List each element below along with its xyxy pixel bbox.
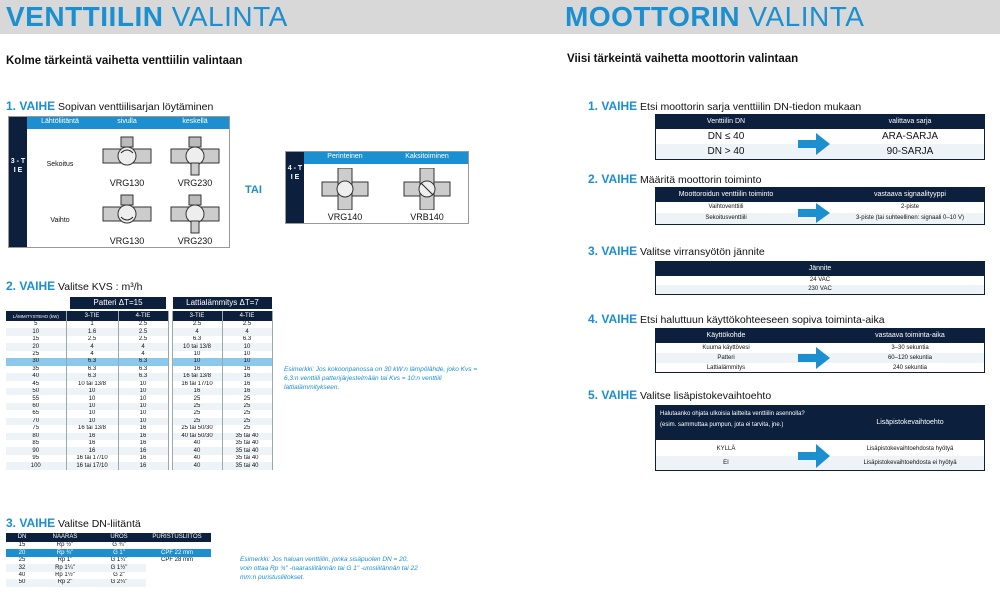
kvs-cell: 40 — [172, 440, 222, 447]
kvs-cell: 16 — [118, 425, 168, 432]
kvs-cell: 40 — [172, 462, 222, 469]
kvs-cell: 10 — [118, 388, 168, 395]
kvs-cell: 85 — [6, 440, 66, 447]
kvs-cell: 40 — [172, 455, 222, 462]
dn-example-note: Esimerkki: Jos haluan venttiilin, jonka sisäpuolen DN = 20, voin ottaa Rp ¾" -naarasliitännän tai G 1" -urosliitännän tai 22 mm:n puristusliitokset. — [240, 556, 418, 581]
valve-label: VRG230 — [177, 236, 213, 246]
kvs-header-4tie: 4-TIE — [222, 311, 272, 321]
kvs-cell: 25 — [172, 395, 222, 402]
kvs-cell: 30 — [6, 358, 66, 365]
valve-vrb140-icon — [402, 168, 452, 210]
kvs-cell: 45 — [6, 381, 66, 388]
valve-label: VRG230 — [177, 178, 213, 188]
kvs-row — [6, 433, 272, 440]
compression-cell — [143, 542, 211, 549]
runtime-header: vastaava toiminta-aika — [875, 332, 945, 339]
kvs-row — [6, 403, 272, 410]
kvs-cell: 16 tai 17/10 — [66, 455, 118, 462]
kvs-row — [6, 343, 272, 350]
kvs-cell: 35 — [6, 366, 66, 373]
kvs-cell: 20 — [6, 343, 66, 350]
kvs-cell: 25 — [222, 425, 272, 432]
kvs-cell: 100 — [6, 462, 66, 469]
kvs-header-3tie: 3-TIE — [66, 311, 118, 321]
kvs-cell: 40 — [6, 373, 66, 380]
function-cell: Vaihtoventtiili — [708, 204, 744, 210]
kvs-row — [6, 358, 272, 365]
dn-header-female: NAARAS — [52, 534, 78, 540]
tie3-side-label: 3 - T I E — [9, 117, 27, 247]
plug-option-cell: Lisäpistokevaihtoehdosta hyötyä — [866, 446, 954, 452]
kvs-cell: 25 — [172, 418, 222, 425]
kvs-cell: 2.5 — [118, 336, 168, 343]
kvs-cell: 4 — [118, 351, 168, 358]
left-step3-heading: 3. VAIHE Valitse DN-liitäntä — [6, 516, 141, 530]
kvs-cell: 10 — [222, 351, 272, 358]
kvs-cell: 10 — [66, 410, 118, 417]
kvs-header-power: LÄMMITYSTEHO (kW) — [6, 311, 66, 321]
kvs-cell: 6.3 — [222, 336, 272, 343]
kvs-cell: 6.3 — [118, 366, 168, 373]
kvs-cell: 10 — [118, 410, 168, 417]
function-header: Moottoroidun venttiilin toiminto — [678, 191, 774, 198]
kvs-cell: 50 — [6, 388, 66, 395]
kvs-cell: 25 — [222, 395, 272, 402]
function-cell: Sekoitusventtiili — [705, 215, 747, 221]
kvs-cell: 4 — [66, 343, 118, 350]
kvs-cell: 10 — [172, 351, 222, 358]
kvs-cell: 16 — [118, 447, 168, 454]
kvs-cell: 16 — [66, 440, 118, 447]
kvs-row — [6, 328, 272, 335]
kvs-cell: 10 — [172, 358, 222, 365]
plug-answer-cell: KYLLÄ — [716, 446, 736, 452]
kvs-cell: 10 — [222, 343, 272, 350]
application-cell: Patteri — [717, 355, 735, 361]
right-step5-heading: 5. VAIHE Valitse lisäpistokevaihtoehto — [588, 388, 772, 402]
dn-cell: Rp 2" — [57, 579, 73, 586]
dn-cell: G 1¼" — [110, 557, 128, 564]
dn-table — [6, 533, 146, 587]
dn-row — [6, 579, 146, 586]
dn-row — [6, 564, 146, 571]
valve-label: VRG130 — [109, 236, 145, 246]
dn-cell: 32 — [18, 564, 26, 571]
arrow-right-icon — [796, 345, 832, 371]
series-cell: DN > 40 — [707, 146, 745, 157]
kvs-cell: 25 tai 50/30 — [172, 425, 222, 432]
kvs-cell: 35 tai 40 — [222, 447, 272, 454]
compression-cell — [143, 564, 211, 571]
kvs-row — [6, 388, 272, 395]
tie4-header-traditional: Perinteinen — [304, 152, 386, 164]
series-cell: ARA-SARJA — [881, 131, 939, 142]
kvs-cell: 40 tai 50/30 — [172, 433, 222, 440]
dn-cell: Rp 1" — [57, 557, 73, 564]
kvs-cell: 10 — [66, 395, 118, 402]
kvs-cell: 6.3 — [66, 366, 118, 373]
kvs-cell: 35 tai 40 — [222, 440, 272, 447]
kvs-cell: 25 — [172, 410, 222, 417]
dn-cell: 40 — [18, 571, 26, 578]
kvs-row — [6, 455, 272, 462]
left-step2-heading: 2. VAIHE Valitse KVS : m³/h — [6, 279, 143, 293]
plug-question-detail: (esim. sammuttaa pumpun, jota ei tarvita, jne.) — [660, 422, 784, 428]
tie3-box — [8, 116, 230, 248]
kvs-cell: 10 — [222, 358, 272, 365]
kvs-cell: 6.3 — [172, 336, 222, 343]
dn-header-male: UROS — [110, 534, 128, 540]
dn-cell: 25 — [18, 557, 26, 564]
kvs-cell: 25 — [6, 351, 66, 358]
dn-cell: Rp ½" — [56, 542, 74, 549]
dn-cell: 15 — [18, 542, 26, 549]
plug-option-cell: Lisäpistokevaihtoehdosta ei hyötyä — [863, 460, 957, 466]
kvs-cell: 16 — [66, 433, 118, 440]
kvs-cell: 70 — [6, 418, 66, 425]
kvs-cell: 16 tai 13/8 — [172, 373, 222, 380]
kvs-cell: 90 — [6, 447, 66, 454]
kvs-row — [6, 351, 272, 358]
compression-row — [143, 557, 211, 564]
kvs-cell: 16 — [118, 455, 168, 462]
kvs-cell: 10 — [118, 418, 168, 425]
arrow-right-icon — [796, 131, 832, 157]
kvs-cell: 25 — [222, 410, 272, 417]
series-cell: 90-SARJA — [886, 146, 934, 157]
plug-option-table — [655, 405, 985, 471]
kvs-group-patteri: Patteri ΔT=15 — [70, 297, 166, 309]
kvs-cell: 5 — [6, 321, 66, 328]
right-title: MOOTTORIN VALINTA — [565, 1, 865, 32]
kvs-cell: 55 — [6, 395, 66, 402]
right-subtitle: Viisi tärkeintä vaihetta moottorin valintaan — [567, 53, 799, 65]
left-subtitle: Kolme tärkeintä vaihetta venttiilin valintaan — [6, 55, 243, 67]
runtime-cell: 60–120 sekuntia — [887, 355, 933, 361]
kvs-header-4tie: 4-TIE — [118, 311, 168, 321]
kvs-cell: 16 tai 13/8 — [66, 425, 118, 432]
kvs-row — [6, 447, 272, 454]
kvs-cell: 16 tai 17/10 — [172, 381, 222, 388]
compression-row — [143, 549, 211, 556]
dn-cell: 20 — [18, 549, 26, 556]
dn-row — [6, 549, 146, 556]
kvs-cell: 2.5 — [172, 321, 222, 328]
dn-header-dn: DN — [17, 534, 27, 540]
kvs-row — [6, 425, 272, 432]
kvs-row — [6, 462, 272, 469]
kvs-row — [6, 418, 272, 425]
kvs-cell: 16 — [118, 462, 168, 469]
tie4-header-dual: Kaksitoiminen — [386, 152, 468, 164]
runtime-table — [655, 328, 985, 373]
kvs-cell: 2.5 — [66, 336, 118, 343]
left-title: VENTTIILIN VALINTA — [6, 1, 288, 32]
series-header-dn: Venttiilin DN — [706, 118, 746, 125]
plug-question: Halutaanko ohjata ulkoisia laitteita venttiilin asennolla? — [660, 411, 805, 417]
kvs-cell: 95 — [6, 455, 66, 462]
kvs-cell: 10 — [66, 403, 118, 410]
series-header-series: valittava sarja — [888, 118, 932, 125]
arrow-right-icon — [796, 442, 832, 470]
tie3-header-side: sivulla — [93, 117, 161, 129]
kvs-cell: 10 — [118, 381, 168, 388]
kvs-cell: 25 — [222, 418, 272, 425]
signal-cell: 2-piste — [900, 204, 919, 210]
tie4-side-label: 4 - T I E — [286, 152, 304, 223]
kvs-example-note: Esimerkki: Jos kokoonpanossa on 30 kW:n lämpölähde, joko Kvs = 6,3:n venttiili patterijärjestelmään tai Kvs = 10:n venttiili lattialämmitykseen. — [284, 366, 478, 391]
kvs-cell: 4 — [66, 351, 118, 358]
kvs-cell: 25 — [222, 403, 272, 410]
kvs-cell: 10 — [118, 395, 168, 402]
dn-cell: G 1" — [113, 549, 125, 556]
kvs-cell: 80 — [6, 433, 66, 440]
kvs-row — [6, 373, 272, 380]
dn-cell: Rp ¾" — [56, 549, 74, 556]
kvs-cell: 10 — [66, 388, 118, 395]
plug-option-header: Lisäpistokevaihtoehto — [876, 419, 944, 426]
dn-cell: G ¾" — [112, 542, 126, 549]
valve-vrg130-switch-icon — [99, 193, 155, 235]
kvs-cell: 60 — [6, 403, 66, 410]
compression-row — [143, 579, 211, 586]
valve-label: VRG140 — [327, 212, 363, 222]
plug-answer-cell: EI — [723, 460, 729, 466]
kvs-cell: 10 — [6, 328, 66, 335]
kvs-cell: 6.3 — [118, 358, 168, 365]
valve-vrg140-icon — [320, 168, 370, 210]
kvs-header-3tie: 3-TIE — [172, 311, 222, 321]
kvs-cell: 16 — [222, 388, 272, 395]
voltage-table — [655, 261, 985, 295]
right-step1-heading: 1. VAIHE Etsi moottorin sarja venttiilin DN-tiedon mukaan — [588, 99, 862, 113]
compression-cell: CPF 28 mm — [160, 557, 193, 564]
dn-row — [6, 572, 146, 579]
valve-vrg230-switch-icon — [167, 193, 223, 235]
kvs-cell: 6.3 — [66, 358, 118, 365]
compression-row — [143, 572, 211, 579]
application-header: Käyttökohde — [706, 332, 746, 339]
kvs-cell: 40 — [172, 447, 222, 454]
kvs-cell: 16 tai 17/10 — [66, 462, 118, 469]
tie3-header-outlet: Lähtöliitäntä — [27, 117, 93, 129]
kvs-cell: 10 tai 13/8 — [66, 381, 118, 388]
valve-vrg230-mix-icon — [167, 135, 223, 177]
dn-row — [6, 557, 146, 564]
tie3-row-switch: Vaihto — [50, 217, 70, 224]
compression-cell — [143, 572, 211, 579]
series-cell: DN ≤ 40 — [707, 131, 745, 142]
kvs-cell: 35 tai 40 — [222, 433, 272, 440]
compression-row — [143, 542, 211, 549]
kvs-cell: 16 — [66, 447, 118, 454]
kvs-cell: 10 — [118, 403, 168, 410]
runtime-cell: 3–30 sekuntia — [891, 345, 929, 351]
kvs-group-latti: Lattialämmitys ΔT=7 — [173, 297, 272, 309]
compression-cell — [143, 579, 211, 586]
kvs-row — [6, 395, 272, 402]
signal-cell: 3-piste (tai suhteellinen: signaali 0–10 V) — [855, 215, 965, 221]
compression-row — [143, 564, 211, 571]
tie4-box — [285, 151, 469, 224]
dn-row — [6, 542, 146, 549]
kvs-cell: 35 tai 40 — [222, 462, 272, 469]
kvs-cell: 16 — [172, 366, 222, 373]
kvs-cell: 35 tai 40 — [222, 455, 272, 462]
right-step2-heading: 2. VAIHE Määritä moottorin toiminto — [588, 172, 762, 186]
kvs-row — [6, 366, 272, 373]
kvs-cell: 16 — [172, 388, 222, 395]
dn-cell: Rp 1½" — [55, 571, 75, 578]
kvs-row — [6, 381, 272, 388]
compression-cell: CPF 22 mm — [160, 549, 193, 556]
left-step1-heading: 1. VAIHE Sopivan venttiilisarjan löytäminen — [6, 99, 214, 113]
kvs-cell: 2.5 — [118, 328, 168, 335]
kvs-cell: 6.3 — [118, 373, 168, 380]
dn-cell: G 2" — [113, 571, 125, 578]
right-step4-heading: 4. VAIHE Etsi haluttuun käyttökohteeseen sopiva toiminta-aika — [588, 312, 885, 326]
valve-label: VRB140 — [410, 212, 444, 222]
function-table — [655, 187, 985, 225]
arrow-right-icon — [796, 201, 832, 225]
kvs-cell: 15 — [6, 336, 66, 343]
kvs-cell: 6.3 — [66, 373, 118, 380]
dn-cell: 50 — [18, 579, 26, 586]
kvs-cell: 4 — [222, 328, 272, 335]
kvs-cell: 1.6 — [66, 328, 118, 335]
kvs-row — [6, 410, 272, 417]
kvs-row — [6, 336, 272, 343]
kvs-cell: 25 — [172, 403, 222, 410]
compression-table — [143, 533, 211, 587]
kvs-cell: 10 tai 13/8 — [172, 343, 222, 350]
or-label: TAI — [245, 184, 262, 196]
dn-cell: Rp 1¼" — [55, 564, 75, 571]
kvs-table — [6, 311, 273, 470]
signal-header: vastaava signaalityyppi — [874, 191, 946, 198]
runtime-cell: 240 sekuntia — [892, 365, 928, 371]
right-step3-heading: 3. VAIHE Valitse virransyötön jännite — [588, 244, 765, 258]
dn-cell: G 1½" — [110, 564, 128, 571]
kvs-row — [6, 321, 272, 328]
kvs-cell: 1 — [66, 321, 118, 328]
series-table — [655, 114, 985, 160]
kvs-cell: 16 — [222, 366, 272, 373]
tie3-row-mixing: Sekoitus — [46, 161, 74, 168]
valve-vrg130-mix-icon — [99, 135, 155, 177]
kvs-cell: 65 — [6, 410, 66, 417]
kvs-cell: 16 — [222, 373, 272, 380]
kvs-cell: 4 — [118, 343, 168, 350]
voltage-cell: 24 VAC — [809, 277, 831, 283]
voltage-header: Jännite — [656, 262, 984, 276]
kvs-cell: 16 — [118, 440, 168, 447]
kvs-cell: 16 — [118, 433, 168, 440]
kvs-cell: 10 — [66, 418, 118, 425]
voltage-cell: 230 VAC — [656, 285, 984, 294]
kvs-cell: 4 — [172, 328, 222, 335]
dn-header-compression: PURISTUSLIITOS — [152, 534, 202, 540]
valve-label: VRG130 — [109, 178, 145, 188]
application-cell: Lattialämmitys — [706, 365, 746, 371]
kvs-cell: 2.5 — [222, 321, 272, 328]
dn-cell: G 2¼" — [110, 579, 128, 586]
kvs-cell: 16 — [222, 381, 272, 388]
kvs-row — [6, 440, 272, 447]
tie3-header-center: keskellä — [161, 117, 229, 129]
application-cell: Kuuma käyttövesi — [702, 345, 750, 351]
kvs-cell: 2.5 — [118, 321, 168, 328]
kvs-cell: 75 — [6, 425, 66, 432]
